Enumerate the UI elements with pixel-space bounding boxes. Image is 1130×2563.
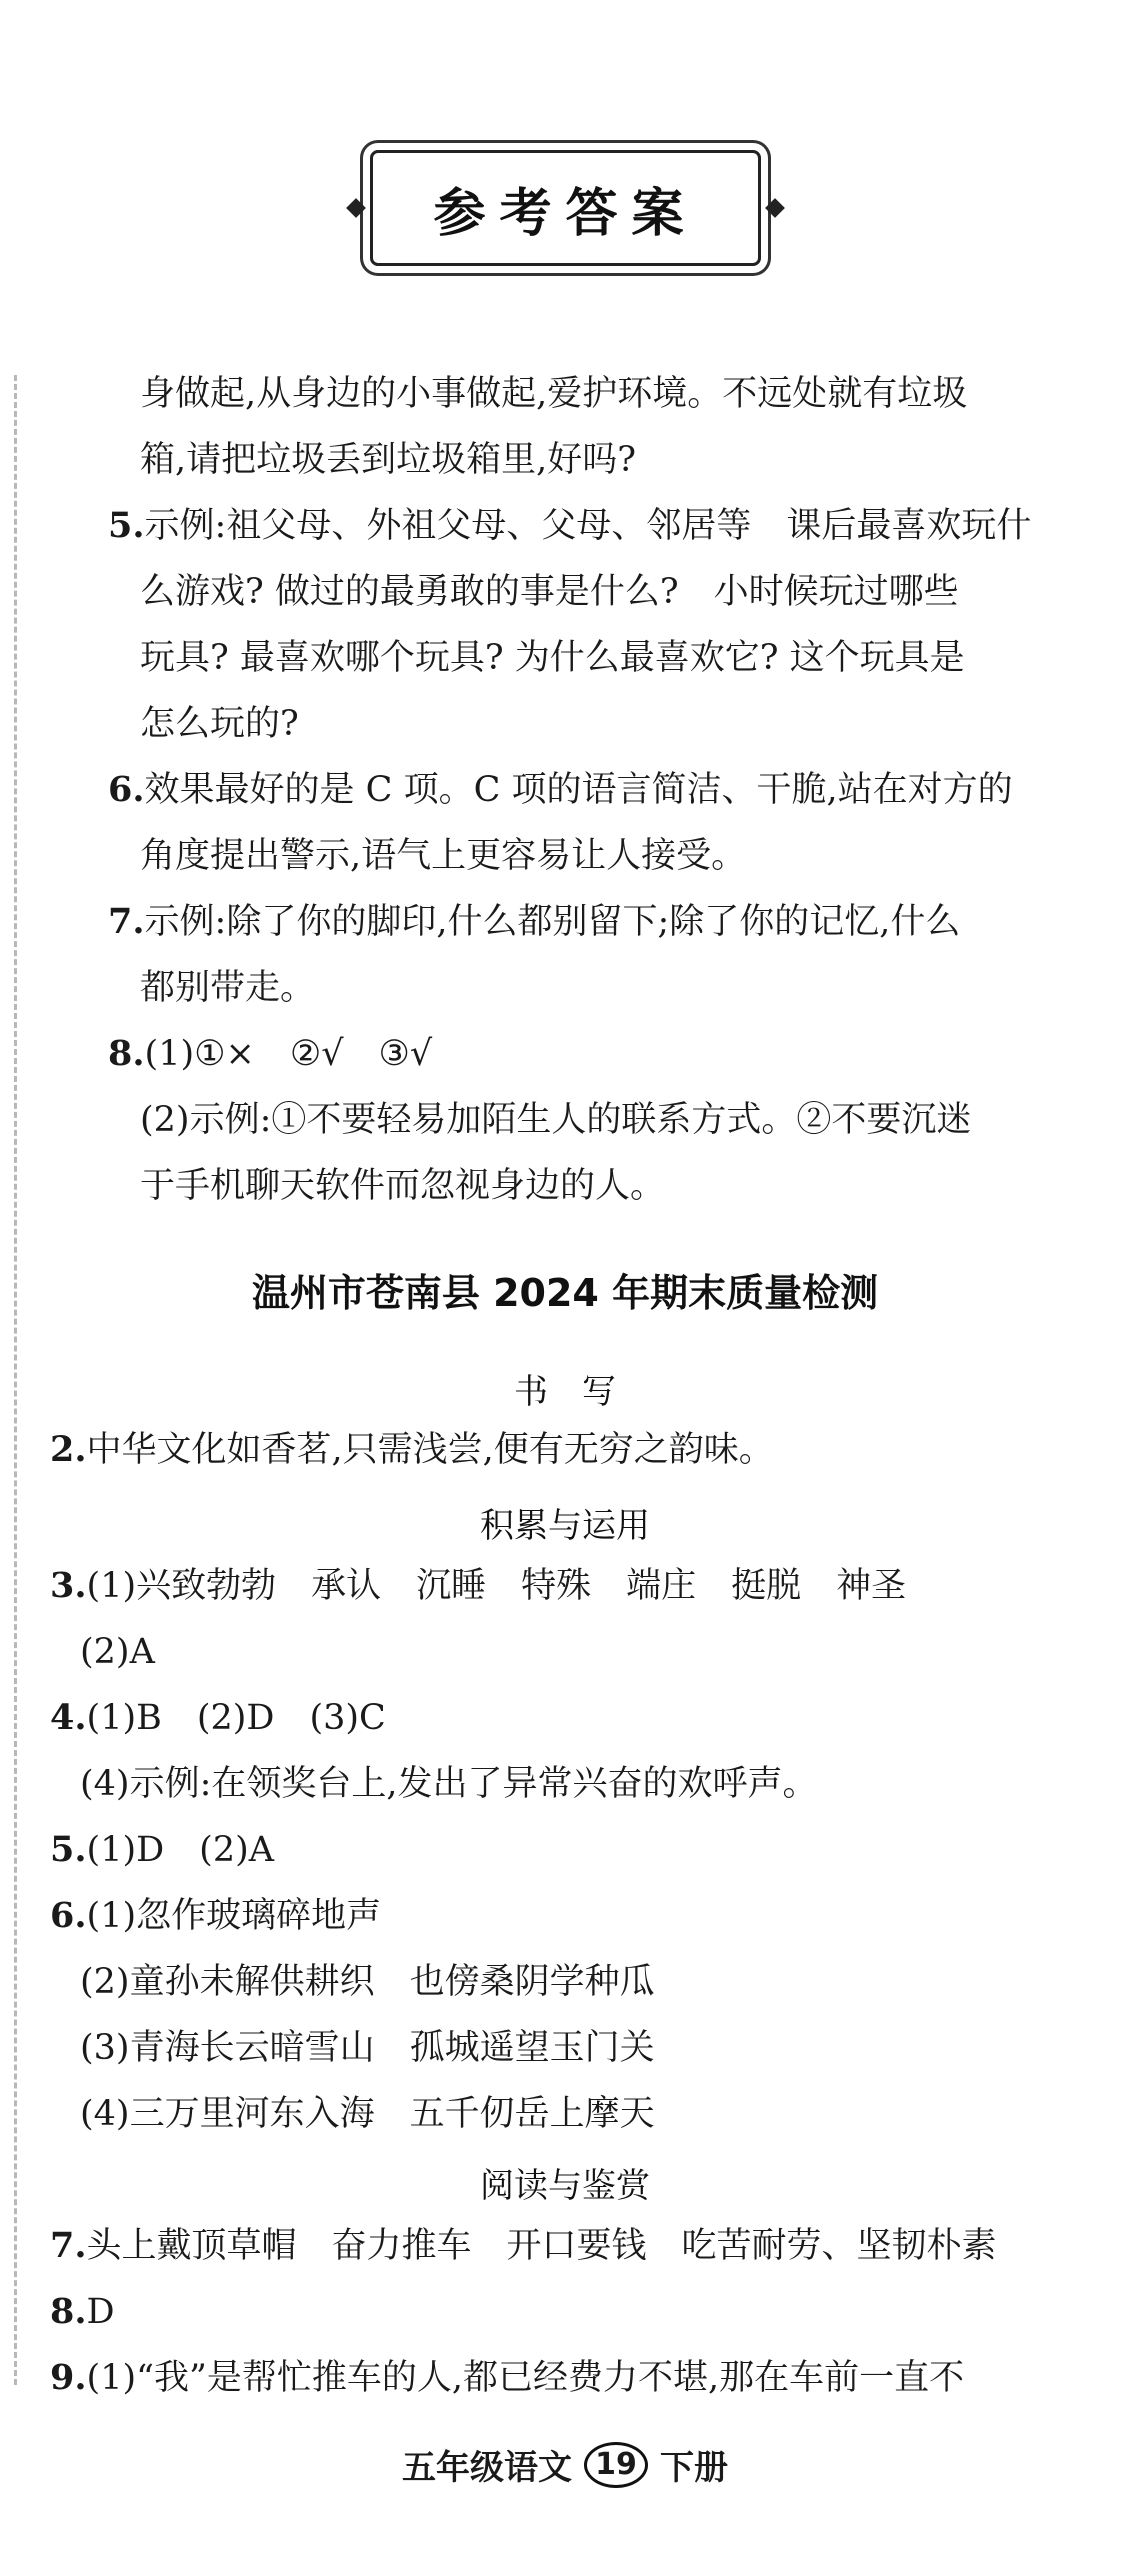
writing-heading: 书 写 [514, 1372, 616, 1412]
a6-number: 6. [50, 1895, 87, 1936]
a6-sub-4: (4)三万里河东入海 五千仞岳上摩天 [80, 2094, 655, 2134]
a7-item [50, 2224, 997, 2268]
q6-line-2: 角度提出警示,语气上更容易让人接受。 [140, 836, 747, 876]
a6-sub-3: (3)青海长云暗雪山 孤城遥望玉门关 [80, 2028, 655, 2068]
a3-sub: (2)A [80, 1632, 155, 1672]
a3-item [50, 1564, 906, 1608]
q6-item [108, 768, 1013, 812]
a6-item [50, 1894, 381, 1938]
a4-number: 4. [50, 1697, 87, 1738]
continuation-line-2: 箱,请把垃圾丢到垃圾箱里,好吗? [140, 440, 637, 480]
q8-line-3: 于手机聊天软件而忽视身边的人。 [140, 1166, 666, 1206]
footer-volume: 下册 [660, 2448, 728, 2488]
page-footer [0, 2440, 1130, 2489]
a3-number: 3. [50, 1565, 87, 1606]
a6-text: (1)忽作玻璃碎地声 [86, 1896, 382, 1936]
a2-item [50, 1428, 774, 1472]
accumulation-heading: 积累与运用 [480, 1506, 650, 1546]
a8-item [50, 2290, 115, 2334]
q5-item [108, 504, 1031, 548]
q8-number: 8. [108, 1033, 145, 1074]
reading-heading: 阅读与鉴赏 [480, 2166, 650, 2206]
a8-text: D [86, 2292, 115, 2332]
q5-line-3: 玩具? 最喜欢哪个玩具? 为什么最喜欢它? 这个玩具是 [140, 638, 965, 678]
q7-line-2: 都别带走。 [140, 968, 316, 1008]
a3-text: (1)兴致勃勃 承认 沉睡 特殊 端庄 挺脱 神圣 [86, 1566, 907, 1606]
a9-text: (1)“我”是帮忙推车的人,都已经费力不堪,那在车前一直不 [86, 2358, 965, 2398]
page-number: 19 [584, 2442, 648, 2488]
a6-sub-2: (2)童孙未解供耕织 也傍桑阴学种瓜 [80, 1962, 655, 2002]
q5-line-4: 怎么玩的? [140, 704, 299, 744]
q5-line-1: 示例:祖父母、外祖父母、父母、邻居等 课后最喜欢玩什 [144, 506, 1032, 546]
page-title: 参考答案 [433, 183, 698, 244]
q7-item [108, 900, 960, 944]
q7-number: 7. [108, 901, 145, 942]
footer-grade-subject: 五年级语文 [402, 2448, 572, 2488]
a4-item [50, 1696, 386, 1740]
q7-line-1: 示例:除了你的脚印,什么都别留下;除了你的记忆,什么 [144, 902, 961, 942]
q5-number: 5. [108, 505, 145, 546]
q8-line-2: (2)示例:①不要轻易加陌生人的联系方式。②不要沉迷 [140, 1100, 972, 1140]
a7-text: 头上戴顶草帽 奋力推车 开口要钱 吃苦耐劳、坚韧朴素 [86, 2226, 997, 2266]
continuation-line-1: 身做起,从身边的小事做起,爱护环境。不远处就有垃圾 [140, 374, 968, 414]
a7-number: 7. [50, 2225, 87, 2266]
q6-number: 6. [108, 769, 145, 810]
a2-text: 中华文化如香茗,只需浅尝,便有无穷之韵味。 [86, 1430, 774, 1470]
q6-line-1: 效果最好的是 C 项。C 项的语言简洁、干脆,站在对方的 [144, 770, 1013, 810]
a5-number: 5. [50, 1829, 87, 1870]
a9-item [50, 2356, 964, 2400]
a4-sub: (4)示例:在领奖台上,发出了异常兴奋的欢呼声。 [80, 1764, 818, 1804]
a5-text: (1)D (2)A [86, 1830, 275, 1870]
a5-item [50, 1828, 274, 1872]
title-frame [370, 150, 761, 266]
a4-text: (1)B (2)D (3)C [86, 1698, 386, 1738]
a8-number: 8. [50, 2291, 87, 2332]
a2-number: 2. [50, 1429, 87, 1470]
q8-line-1: (1)①× ②√ ③√ [144, 1034, 433, 1074]
exam-section-title: 温州市苍南县 2024 年期末质量检测 [251, 1271, 879, 1315]
a9-number: 9. [50, 2357, 87, 2398]
q8-item [108, 1032, 432, 1076]
q5-line-2: 么游戏? 做过的最勇敢的事是什么? 小时候玩过哪些 [140, 572, 959, 612]
